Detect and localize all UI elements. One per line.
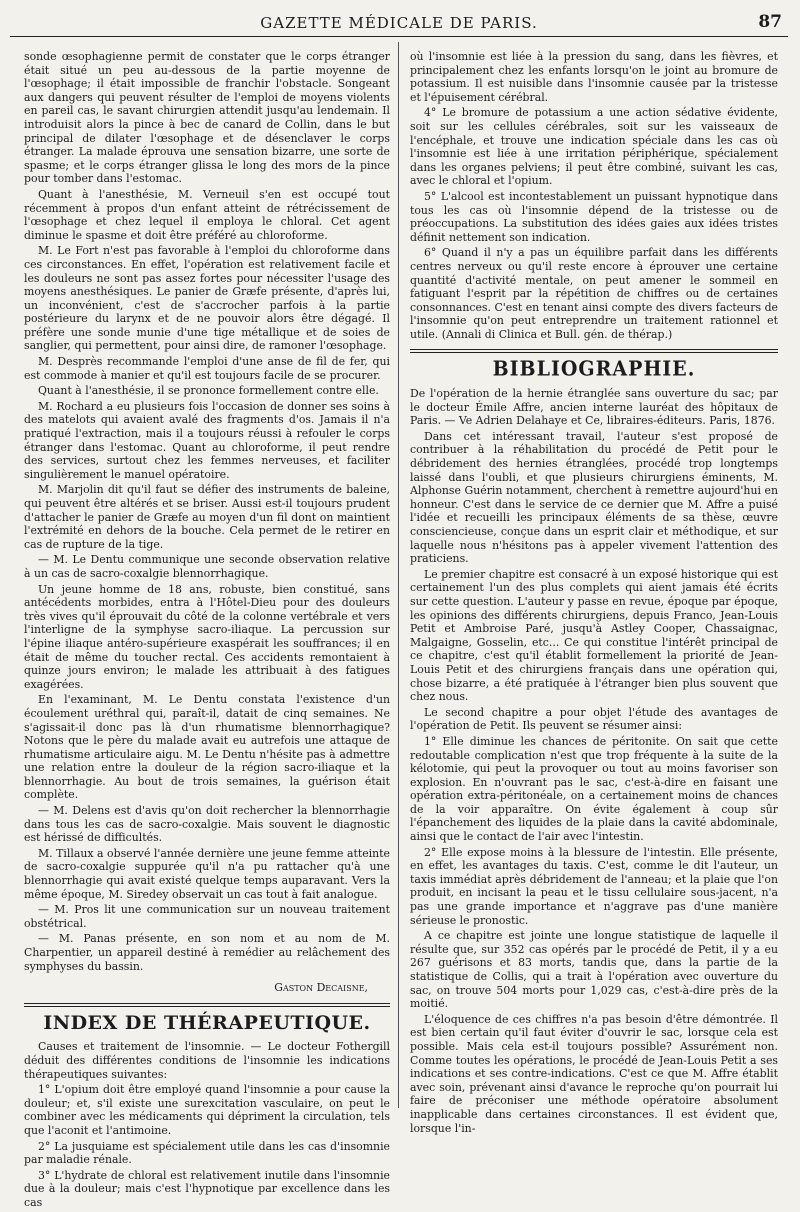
paragraph: 1° Elle diminue les chances de péritonite. On sait que cette redoutable complication n'est que trop fréquente à la suite de la kélotomie, qui peut la provoquer ou tout au moins favoriser son explosion. En n'ouvrant pas le sac, c'est-à-dire en faisant une opération extra-péritonéale, on a certainement moins de chances de la voir apparaître. On évite également à coup sûr l'épanchement des liquides de la plaie dans la cavité abdominale, ainsi que le contact de l'air avec l'intestin. xyxy=(410,734,778,844)
paragraph: 2° La jusquiame est spécialement utile dans les cas d'insomnie par maladie rénale. xyxy=(24,1139,390,1167)
left-column xyxy=(24,50,390,1212)
paragraph: — M. Le Dentu communique une seconde observation relative à un cas de sacro-coxalgie blennorrhagique. xyxy=(24,553,390,580)
paragraph: Le premier chapitre est consacré à un exposé historique qui est certainement l'un des plus complets qui aient jamais été écrits sur cette question. L'auteur y passe en revue, époque par époque, les opinions des différents chirurgiens, depuis Franco, Jean-Louis Petit et Ambroise Paré, jusqu'à Astley Cooper, Chassaignac, Malgaigne, Gosselin, etc... Ce qui constitue l'intérêt principal de ce chapitre, c'est qu'il établit formellement la priorité de Jean-Louis Petit et des chirurgiens français dans une opération qui, chose bizarre, a été pratiquée à l'étranger bien plus souvent que chez nous. xyxy=(410,567,778,704)
author-signature: Gaston Decaisne, xyxy=(274,981,368,995)
paragraph: Quant à l'anesthésie, il se prononce formellement contre elle. xyxy=(38,384,379,398)
section-separator xyxy=(24,1003,390,1007)
page-header xyxy=(10,8,788,37)
paragraph: où l'insomnie est liée à la pression du sang, dans les fièvres, et principalement chez les enfants lorsqu'on le joint au bromure de potassium. Il est nuisible dans l'insomnie causée par la tristesse et l'épuisement cérébral. xyxy=(410,50,778,104)
paragraph: — M. Pros lit une communication sur un nouveau traitement obstétrical. xyxy=(24,903,390,930)
paragraph: M. Marjolin dit qu'il faut se défier des instruments de baleine, qui peuvent être altérés et se briser. Aussi est-il toujours prudent d'attacher le panier de Græfe au moyen d'un fil dont on maintient l'extrémité en dehors de la bouche. Cela permet de le retirer en cas de rupture de la tige. xyxy=(24,483,390,551)
paragraph: — M. Delens est d'avis qu'on doit rechercher la blennorrhagie dans tous les cas de sacro-coxalgie. Mais souvent le diagnostic est hérissé de difficultés. xyxy=(24,804,390,845)
paragraph: 3° L'hydrate de chloral est relativement inutile dans l'insomnie due à la douleur; mais c'est l'hypnotique par excellence dans les cas xyxy=(24,1168,390,1209)
paragraph: 2° Elle expose moins à la blessure de l'intestin. Elle présente, en effet, les avantages du taxis. C'est, comme le dit l'auteur, un taxis immédiat après débridement de l'anneau; et la plaie que l'on produit, en incisant la peau et le tissu cellulaire sous-jacent, n'a pas une grande importance et n'aggrave pas d'une manière sérieuse le pronostic. xyxy=(410,845,778,927)
paragraph: 1° L'opium doit être employé quand l'insomnie a pour cause la douleur; et, s'il existe une surexcitation vasculaire, on peut le combiner avec les médicaments qui dépriment la circulation, tels que l'aconit et l'antimoine. xyxy=(24,1083,390,1137)
paragraph: — M. Panas présente, en son nom et au nom de M. Charpentier, un appareil destiné à remédier au relâchement des symphyses du bassin. xyxy=(24,932,390,973)
paragraph: Causes et traitement de l'insomnie. — Le docteur Fothergill déduit des différentes conditions de l'insomnie les indications thérapeutiques suivantes: xyxy=(24,1040,390,1081)
section-separator xyxy=(410,349,778,353)
page-number: 87 xyxy=(758,12,782,32)
paragraph: 5° L'alcool est incontestablement un puissant hypnotique dans tous les cas où l'insomnie dépend de la tristesse ou de préoccupations. La substitution des idées gaies aux idées tristes définit nettement son indication. xyxy=(410,189,778,244)
paragraph: L'éloquence de ces chiffres n'a pas besoin d'être démontrée. Il est bien certain qu'il faut éviter d'ouvrir le sac, lorsque cela est possible. Mais cela est-il toujours possible? Assurément non. Comme toutes les opérations, le procédé de Jean-Louis Petit a ses indications et ses contre-indications. C'est ce que M. Affre établit avec soin, prévenant ainsi d'avance le reproche qu'on pourrait lui faire de préconiser une méthode opératoire absolument inapplicable dans certaines circonstances. Il est évident que, lorsque l'in- xyxy=(410,1012,778,1135)
index-title: INDEX DE THÉRAPEUTIQUE. xyxy=(43,1011,371,1034)
paragraph: M. Le Fort n'est pas favorable à l'emploi du chloroforme dans ces circonstances. En effet, l'opération est relativement facile et les douleurs ne sont pas assez fortes pour nécessiter l'usage des moyens anesthésiques. Le panier de Græfe présente, d'après lui, un inconvénient, c'est de s'accrocher parfois à la partie postérieure du larynx et de ne pouvoir alors être dégagé. Il préfère une sonde munie d'une tige métallique et de soies de sanglier, qui permettent, pour ainsi dire, de ramoner l'œsophage. xyxy=(24,244,390,353)
paragraph: M. Desprès recommande l'emploi d'une anse de fil de fer, qui est commode à manier et qu'il est toujours facile de se procurer. xyxy=(24,355,390,382)
column-divider xyxy=(398,42,399,1108)
journal-title: GAZETTE MÉDICALE DE PARIS. xyxy=(260,14,538,32)
paragraph: M. Rochard a eu plusieurs fois l'occasion de donner ses soins à des matelots qui avaient avalé des fragments d'os. Jamais il n'a pratiqué l'extraction, mais il a toujours réussi à refouler le corps étranger dans l'estomac. Quant au chloroforme, il peut rendre des services, surtout chez les femmes nerveuses, et faciliter singulièrement le manuel opératoire. xyxy=(24,399,390,481)
paragraph: En l'examinant, M. Le Dentu constata l'existence d'un écoulement uréthral qui, paraît-il, datait de cinq semaines. Ne s'agissait-il donc pas là d'un rhumatisme blennorrhagique? Notons que le père du malade avait eu autrefois une attaque de rhumatisme articulaire aigu. M. Le Dentu n'hésite pas à admettre une relation entre la douleur de la région sacro-iliaque et la blennorrhagie. Au bout de trois semaines, la guérison était complète. xyxy=(24,693,390,802)
paragraph: 4° Le bromure de potassium a une action sédative évidente, soit sur les cellules cérébrales, soit sur les vaisseaux de l'encéphale, et trouve une indication spéciale dans les cas où l'insomnie est liée à une irritation périphérique, spécialement dans les organes pelviens; il peut être combiné, suivant les cas, avec le chloral et l'opium. xyxy=(410,106,778,188)
paragraph: Un jeune homme de 18 ans, robuste, bien constitué, sans antécédents morbides, entra à l'Hôtel-Dieu pour des douleurs très vives qu'il éprouvait du côté de la colonne vertébrale et vers l'interligne de la symphyse sacro-iliaque. La percussion sur l'épine iliaque antéro-supérieure exaspérait les souffrances; il en était de même du toucher rectal. Ces accidents remontaient à quinze jours environ; le malade les attribuait à des fatigues exagérées. xyxy=(24,582,390,691)
paragraph: sonde œsophagienne permit de constater que le corps étranger était situé un peu au-dessous de la partie moyenne de l'œsophage; il était impossible de franchir l'obstacle. Songeant aux dangers qui peuvent résulter de l'emploi de moyens violents en pareil cas, le savant chirurgien attendit jusqu'au lendemain. Il introduisit alors la pince à bec de canard de Collin, dans le but principal de dilater l'œsophage et de désenclaver le corps étranger. La malade éprouva une sensation bizarre, une sorte de spasme; et le corps étranger glissa le long des mors de la pince pour tomber dans l'estomac. xyxy=(24,50,390,186)
paragraph: Dans cet intéressant travail, l'auteur s'est proposé de contribuer à la réhabilitation du procédé de Petit pour le débridement des hernies étranglées, procédé trop longtemps laissé dans l'oubli, et que plusieurs chirurgiens éminents, M. Alphonse Guérin notamment, cherchent à remettre aujourd'hui en honneur. C'est dans le service de ce dernier que M. Affre a puisé l'idée et recueilli les principaux éléments de sa thèse, œuvre consciencieuse, conçue dans un esprit clair et méthodique, et sur laquelle nous n'hésitons pas à appeler vivement l'attention des praticiens. xyxy=(410,429,778,566)
paragraph: A ce chapitre est jointe une longue statistique de laquelle il résulte que, sur 352 cas opérés par le procédé de Petit, il y a eu 267 guérisons et 83 morts, tandis que, dans la partie de la statistique de Collis, qui a trait à l'opération avec ouverture du sac, on trouve 504 morts pour 1,029 cas, c'est-à-dire près de la moitié. xyxy=(410,929,778,1011)
right-column xyxy=(410,50,778,1137)
paragraph: Le second chapitre a pour objet l'étude des avantages de l'opération de Petit. Ils peuvent se résumer ainsi: xyxy=(410,705,778,733)
paragraph: 6° Quand il n'y a pas un équilibre parfait dans les différents centres nerveux ou qu'il reste encore à éprouver une certaine quantité d'activité mentale, on peut amener le sommeil en fatiguant l'esprit par la répétition de chiffres ou de certaines consonnances. C'est en tenant ainsi compte des divers facteurs de l'insomnie qu'on peut entreprendre un traitement rationnel et utile. (Annali di Clinica et Bull. gén. de thérap.) xyxy=(410,246,778,341)
paragraph: Quant à l'anesthésie, M. Verneuil s'en est occupé tout récemment à propos d'un enfant atteint de rétrécissement de l'œsophage et chez lequel il employa le chloral. Cet agent diminue le spasme et doit être préféré au chloroforme. xyxy=(24,187,390,242)
bibliography-reference: De l'opération de la hernie étranglée sans ouverture du sac; par le docteur Émile Affre, ancien interne lauréat des hôpitaux de Paris. — Ve Adrien Delahaye et Ce, libraires-éditeurs. Paris, 1876. xyxy=(410,387,778,428)
paragraph: M. Tillaux a observé l'année dernière une jeune femme atteinte de sacro-coxalgie suppurée qu'il n'a pu rattacher qu'à une blennorrhagie qui avait existé quelque temps auparavant. Vers la même époque, M. Siredey observait un cas tout à fait analogue. xyxy=(24,846,390,901)
bibliography-title: BIBLIOGRAPHIE. xyxy=(492,357,696,382)
